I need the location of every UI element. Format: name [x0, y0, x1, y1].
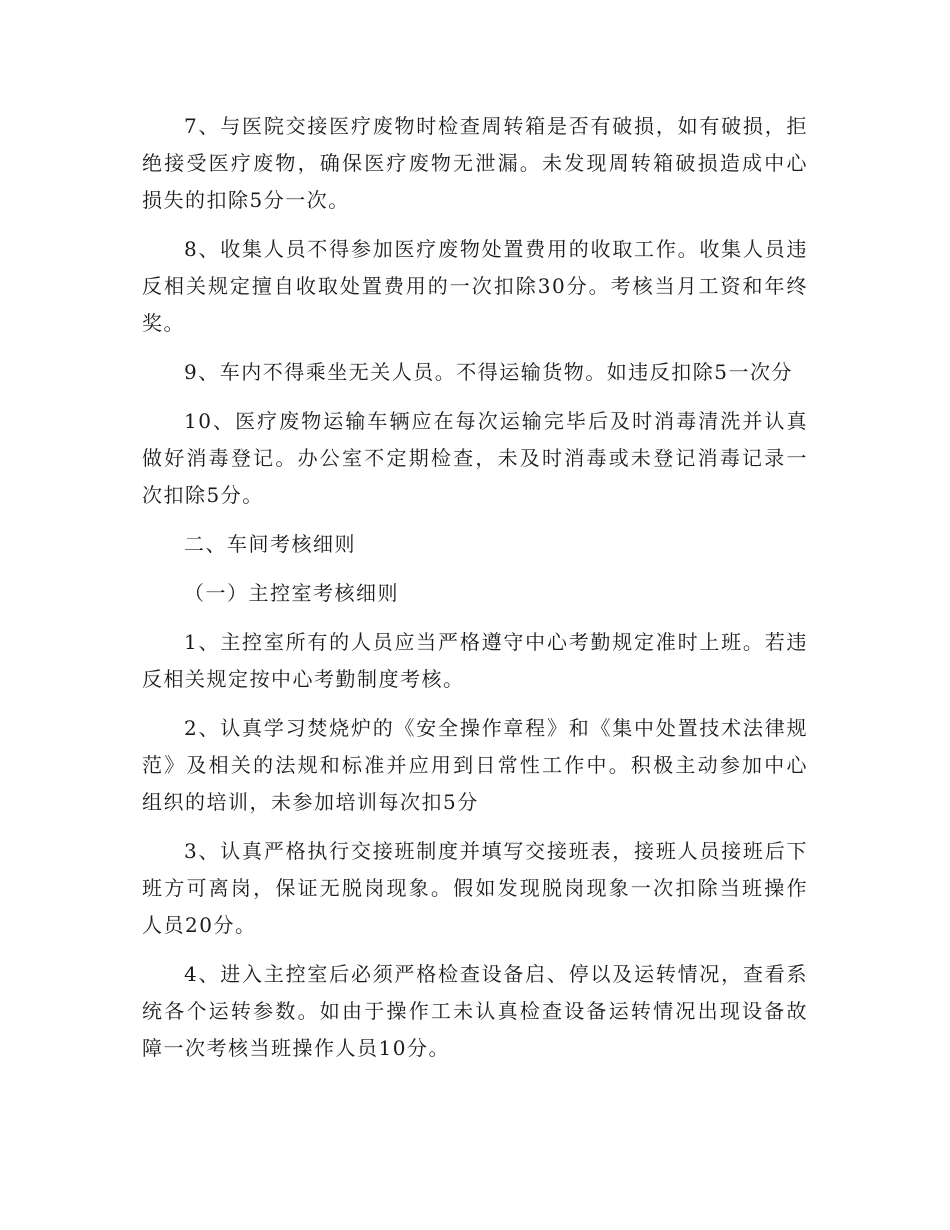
paragraph-control-1: 1、主控室所有的人员应当严格遵守中心考勤规定准时上班。若违反相关规定按中心考勤制度考核。 [142, 630, 808, 691]
paragraph-item-8: 8、收集人员不得参加医疗废物处置费用的收取工作。收集人员违反相关规定擅自收取处置费用的一次扣除30分。考核当月工资和年终奖。 [142, 237, 808, 335]
paragraph-item-9: 9、车内不得乘坐无关人员。不得运输货物。如违反扣除5一次分 [184, 360, 793, 384]
document-body [142, 108, 808, 1079]
paragraph-item-10: 10、医疗废物运输车辆应在每次运输完毕后及时消毒清洗并认真做好消毒登记。办公室不定期检查，未及时消毒或未登记消毒记录一次扣除5分。 [142, 409, 808, 507]
paragraph-control-4: 4、进入主控室后必须严格检查设备启、停以及运转情况，查看系统各个运转参数。如由于操作工未认真检查设备运转情况出现设备故障一次考核当班操作人员10分。 [142, 962, 808, 1060]
paragraph-control-2: 2、认真学习焚烧炉的《安全操作章程》和《集中处置技术法律规范》及相关的法规和标准并应用到日常性工作中。积极主动参加中心组织的培训，未参加培训每次扣5分 [142, 716, 808, 814]
paragraph-control-3: 3、认真严格执行交接班制度并填写交接班表，接班人员接班后下班方可离岗，保证无脱岗现象。假如发现脱岗现象一次扣除当班操作人员20分。 [142, 839, 808, 937]
section-heading-workshop: 二、车间考核细则 [184, 532, 356, 556]
subsection-heading-control-room: （一）主控室考核细则 [184, 581, 399, 605]
paragraph-item-7: 7、与医院交接医疗废物时检查周转箱是否有破损，如有破损，拒绝接受医疗废物，确保医疗废物无泄漏。未发现周转箱破损造成中心损失的扣除5分一次。 [142, 114, 808, 212]
